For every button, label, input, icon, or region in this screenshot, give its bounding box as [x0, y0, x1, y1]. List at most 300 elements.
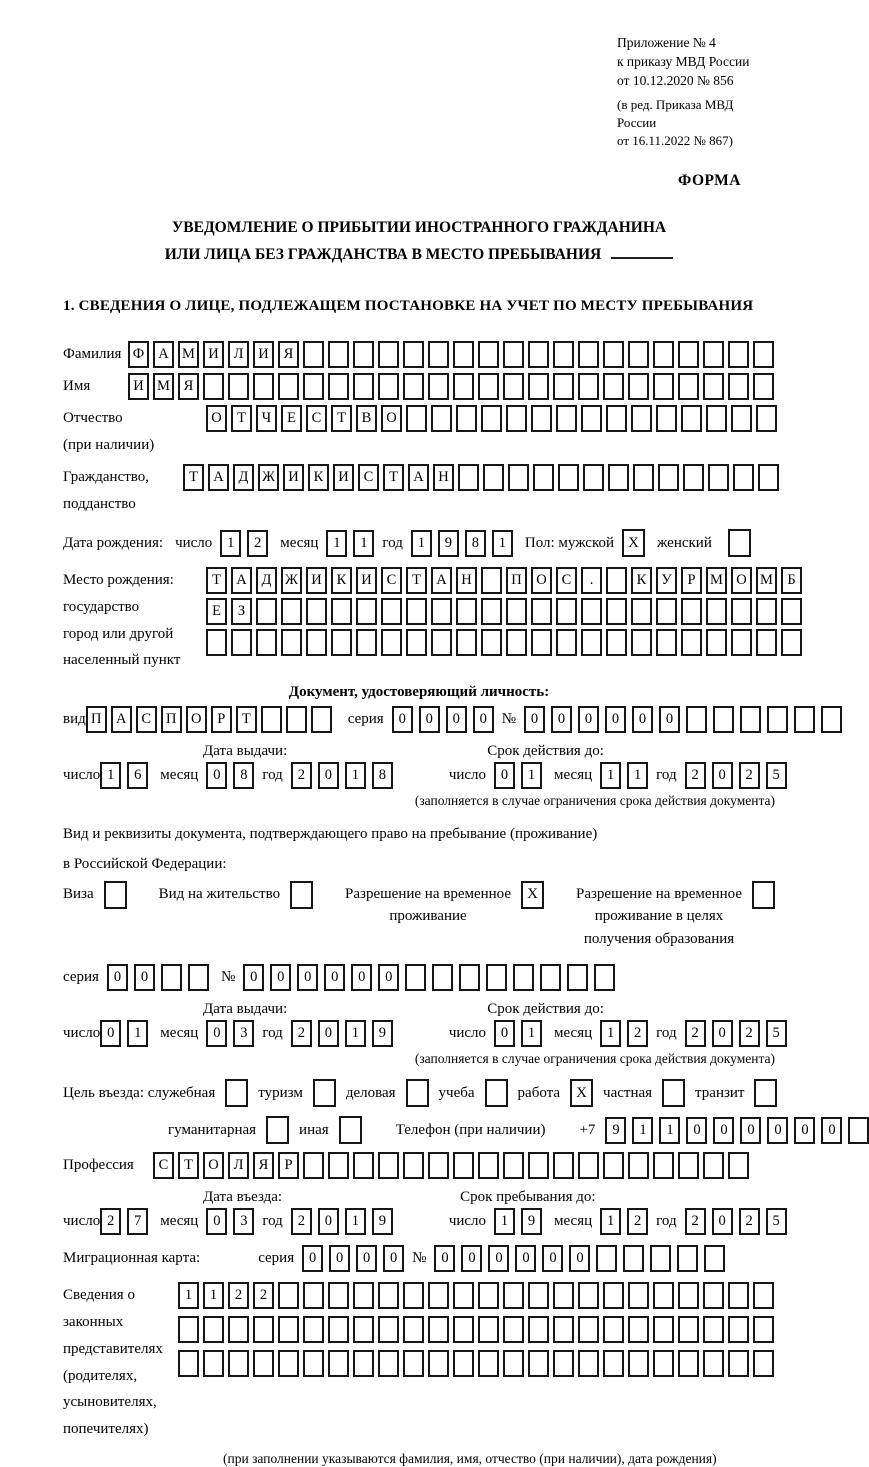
char-cell[interactable]: 9	[605, 1117, 626, 1144]
char-cell[interactable]: 0	[434, 1245, 455, 1272]
doc-number-cells[interactable]	[524, 706, 842, 733]
char-cell[interactable]: М	[178, 341, 199, 368]
entry-day[interactable]	[100, 1208, 148, 1235]
char-cell[interactable]	[753, 1316, 774, 1343]
char-cell[interactable]	[603, 373, 624, 400]
char-cell[interactable]: Н	[433, 464, 454, 491]
char-cell[interactable]	[623, 1245, 644, 1272]
char-cell[interactable]: 8	[372, 762, 393, 789]
char-cell[interactable]	[606, 405, 627, 432]
char-cell[interactable]	[606, 598, 627, 625]
birth-year-cells[interactable]	[411, 530, 513, 557]
char-cell[interactable]	[656, 405, 677, 432]
char-cell[interactable]	[528, 1152, 549, 1179]
char-cell[interactable]: 0	[659, 706, 680, 733]
char-cell[interactable]: М	[706, 567, 727, 594]
birth-place-row2-cells[interactable]	[206, 598, 802, 625]
char-cell[interactable]	[603, 1282, 624, 1309]
char-cell[interactable]	[767, 706, 788, 733]
char-cell[interactable]	[596, 1245, 617, 1272]
sex-male-checkbox[interactable]: X	[622, 529, 645, 557]
char-cell[interactable]: А	[111, 706, 132, 733]
char-cell[interactable]: О	[381, 405, 402, 432]
char-cell[interactable]	[481, 405, 502, 432]
char-cell[interactable]: 0	[686, 1117, 707, 1144]
char-cell[interactable]	[503, 1316, 524, 1343]
char-cell[interactable]: Л	[228, 341, 249, 368]
char-cell[interactable]	[706, 629, 727, 656]
char-cell[interactable]: 0	[712, 1208, 733, 1235]
char-cell[interactable]	[453, 373, 474, 400]
char-cell[interactable]	[483, 464, 504, 491]
char-cell[interactable]	[678, 341, 699, 368]
citizenship-cells[interactable]	[183, 464, 779, 491]
char-cell[interactable]	[381, 629, 402, 656]
char-cell[interactable]	[453, 1316, 474, 1343]
char-cell[interactable]	[328, 1152, 349, 1179]
char-cell[interactable]: А	[231, 567, 252, 594]
char-cell[interactable]: 0	[318, 762, 339, 789]
char-cell[interactable]: Ж	[281, 567, 302, 594]
char-cell[interactable]: 0	[524, 706, 545, 733]
char-cell[interactable]: 1	[600, 1020, 621, 1047]
char-cell[interactable]	[303, 1350, 324, 1377]
char-cell[interactable]	[678, 373, 699, 400]
char-cell[interactable]: Ф	[128, 341, 149, 368]
char-cell[interactable]: Н	[456, 567, 477, 594]
char-cell[interactable]	[353, 1152, 374, 1179]
char-cell[interactable]	[405, 964, 426, 991]
char-cell[interactable]: И	[253, 341, 274, 368]
char-cell[interactable]: И	[306, 567, 327, 594]
char-cell[interactable]	[513, 964, 534, 991]
char-cell[interactable]: 0	[821, 1117, 842, 1144]
char-cell[interactable]: 0	[100, 1020, 121, 1047]
char-cell[interactable]	[506, 629, 527, 656]
char-cell[interactable]: 2	[291, 1208, 312, 1235]
char-cell[interactable]	[728, 1316, 749, 1343]
char-cell[interactable]	[821, 706, 842, 733]
char-cell[interactable]	[728, 341, 749, 368]
identity-issue-year[interactable]	[291, 762, 393, 789]
char-cell[interactable]: Я	[278, 341, 299, 368]
profession-cells[interactable]	[153, 1152, 749, 1179]
char-cell[interactable]: Л	[228, 1152, 249, 1179]
migration-number-cells[interactable]	[434, 1245, 725, 1272]
char-cell[interactable]: 2	[685, 1208, 706, 1235]
entry-month[interactable]	[206, 1208, 254, 1235]
char-cell[interactable]	[606, 567, 627, 594]
char-cell[interactable]: Т	[183, 464, 204, 491]
char-cell[interactable]: М	[153, 373, 174, 400]
char-cell[interactable]	[278, 1350, 299, 1377]
char-cell[interactable]	[431, 598, 452, 625]
char-cell[interactable]	[253, 373, 274, 400]
char-cell[interactable]: 0	[488, 1245, 509, 1272]
char-cell[interactable]: С	[381, 567, 402, 594]
purpose-work-checkbox[interactable]: X	[570, 1079, 593, 1107]
char-cell[interactable]	[403, 373, 424, 400]
temporary-residence-checkbox[interactable]: X	[521, 881, 544, 909]
char-cell[interactable]	[603, 341, 624, 368]
char-cell[interactable]: М	[756, 567, 777, 594]
char-cell[interactable]	[794, 706, 815, 733]
char-cell[interactable]: В	[356, 405, 377, 432]
char-cell[interactable]: 1	[345, 1020, 366, 1047]
char-cell[interactable]	[628, 1152, 649, 1179]
char-cell[interactable]: Т	[231, 405, 252, 432]
char-cell[interactable]	[706, 405, 727, 432]
char-cell[interactable]: 1	[100, 762, 121, 789]
char-cell[interactable]: И	[333, 464, 354, 491]
visa-checkbox[interactable]	[104, 881, 127, 909]
residence-number-cells[interactable]	[243, 964, 615, 991]
char-cell[interactable]: 1	[600, 762, 621, 789]
char-cell[interactable]: 0	[740, 1117, 761, 1144]
char-cell[interactable]	[603, 1316, 624, 1343]
char-cell[interactable]: 0	[383, 1245, 404, 1272]
char-cell[interactable]: 0	[351, 964, 372, 991]
temporary-residence-education-checkbox[interactable]	[752, 881, 775, 909]
char-cell[interactable]: Д	[256, 567, 277, 594]
char-cell[interactable]: 0	[461, 1245, 482, 1272]
char-cell[interactable]	[353, 373, 374, 400]
char-cell[interactable]: О	[206, 405, 227, 432]
char-cell[interactable]	[677, 1245, 698, 1272]
residence-valid-month[interactable]	[600, 1020, 648, 1047]
char-cell[interactable]: С	[153, 1152, 174, 1179]
char-cell[interactable]	[453, 1282, 474, 1309]
char-cell[interactable]	[703, 373, 724, 400]
char-cell[interactable]: 0	[378, 964, 399, 991]
char-cell[interactable]	[583, 464, 604, 491]
char-cell[interactable]: О	[731, 567, 752, 594]
char-cell[interactable]	[253, 1316, 274, 1343]
representatives-row2-cells[interactable]	[178, 1316, 774, 1343]
char-cell[interactable]: 0	[794, 1117, 815, 1144]
char-cell[interactable]	[578, 1350, 599, 1377]
char-cell[interactable]	[681, 598, 702, 625]
char-cell[interactable]: 0	[356, 1245, 377, 1272]
char-cell[interactable]: Д	[233, 464, 254, 491]
char-cell[interactable]: 7	[127, 1208, 148, 1235]
char-cell[interactable]	[178, 1350, 199, 1377]
char-cell[interactable]: 0	[302, 1245, 323, 1272]
char-cell[interactable]: 0	[632, 706, 653, 733]
char-cell[interactable]	[650, 1245, 671, 1272]
char-cell[interactable]	[261, 706, 282, 733]
char-cell[interactable]: 1	[627, 762, 648, 789]
char-cell[interactable]	[553, 1282, 574, 1309]
representatives-row3-cells[interactable]	[178, 1350, 774, 1377]
char-cell[interactable]: 8	[233, 762, 254, 789]
char-cell[interactable]	[681, 405, 702, 432]
char-cell[interactable]	[594, 964, 615, 991]
char-cell[interactable]: Б	[781, 567, 802, 594]
char-cell[interactable]: 0	[713, 1117, 734, 1144]
char-cell[interactable]: 2	[100, 1208, 121, 1235]
identity-issue-day[interactable]	[100, 762, 148, 789]
char-cell[interactable]: 9	[372, 1020, 393, 1047]
char-cell[interactable]	[278, 1282, 299, 1309]
char-cell[interactable]	[556, 598, 577, 625]
char-cell[interactable]	[403, 1350, 424, 1377]
char-cell[interactable]	[428, 1282, 449, 1309]
char-cell[interactable]: 1	[353, 530, 374, 557]
purpose-other-checkbox[interactable]	[339, 1116, 362, 1144]
char-cell[interactable]	[703, 1316, 724, 1343]
char-cell[interactable]	[528, 1316, 549, 1343]
char-cell[interactable]	[713, 706, 734, 733]
char-cell[interactable]: 0	[712, 762, 733, 789]
char-cell[interactable]	[553, 341, 574, 368]
char-cell[interactable]	[481, 567, 502, 594]
residence-series-cells[interactable]	[107, 964, 209, 991]
char-cell[interactable]	[531, 598, 552, 625]
char-cell[interactable]	[328, 1350, 349, 1377]
char-cell[interactable]: 1	[220, 530, 241, 557]
char-cell[interactable]: А	[431, 567, 452, 594]
char-cell[interactable]: 2	[291, 1020, 312, 1047]
char-cell[interactable]	[553, 1152, 574, 1179]
char-cell[interactable]: 5	[766, 762, 787, 789]
residence-issue-year[interactable]	[291, 1020, 393, 1047]
char-cell[interactable]	[704, 1245, 725, 1272]
char-cell[interactable]	[556, 405, 577, 432]
sex-female-checkbox[interactable]	[728, 529, 751, 557]
char-cell[interactable]	[731, 405, 752, 432]
char-cell[interactable]	[628, 1350, 649, 1377]
char-cell[interactable]	[578, 341, 599, 368]
char-cell[interactable]: 0	[494, 1020, 515, 1047]
char-cell[interactable]	[728, 373, 749, 400]
char-cell[interactable]	[431, 629, 452, 656]
char-cell[interactable]	[256, 598, 277, 625]
char-cell[interactable]	[432, 964, 453, 991]
char-cell[interactable]	[503, 1350, 524, 1377]
char-cell[interactable]	[703, 341, 724, 368]
char-cell[interactable]	[753, 373, 774, 400]
char-cell[interactable]: 2	[253, 1282, 274, 1309]
char-cell[interactable]: 0	[324, 964, 345, 991]
char-cell[interactable]: 0	[318, 1020, 339, 1047]
char-cell[interactable]: Т	[406, 567, 427, 594]
char-cell[interactable]	[606, 629, 627, 656]
migration-series-cells[interactable]	[302, 1245, 404, 1272]
char-cell[interactable]	[328, 1316, 349, 1343]
identity-valid-month[interactable]	[600, 762, 648, 789]
char-cell[interactable]: 1	[659, 1117, 680, 1144]
char-cell[interactable]	[328, 341, 349, 368]
char-cell[interactable]: 0	[494, 762, 515, 789]
char-cell[interactable]: 1	[600, 1208, 621, 1235]
char-cell[interactable]: П	[506, 567, 527, 594]
char-cell[interactable]	[703, 1152, 724, 1179]
char-cell[interactable]	[428, 1350, 449, 1377]
char-cell[interactable]: 1	[521, 762, 542, 789]
char-cell[interactable]: 0	[206, 1020, 227, 1047]
char-cell[interactable]	[678, 1316, 699, 1343]
char-cell[interactable]: П	[86, 706, 107, 733]
patronymic-cells[interactable]	[206, 405, 777, 432]
stay-day[interactable]	[494, 1208, 542, 1235]
char-cell[interactable]: .	[581, 567, 602, 594]
char-cell[interactable]	[306, 629, 327, 656]
char-cell[interactable]: 2	[627, 1208, 648, 1235]
char-cell[interactable]	[381, 598, 402, 625]
char-cell[interactable]	[656, 629, 677, 656]
char-cell[interactable]	[728, 1350, 749, 1377]
char-cell[interactable]	[478, 1282, 499, 1309]
purpose-private-checkbox[interactable]	[662, 1079, 685, 1107]
char-cell[interactable]	[703, 1282, 724, 1309]
char-cell[interactable]: 0	[297, 964, 318, 991]
char-cell[interactable]: И	[356, 567, 377, 594]
char-cell[interactable]: 8	[465, 530, 486, 557]
char-cell[interactable]: А	[408, 464, 429, 491]
char-cell[interactable]	[203, 1350, 224, 1377]
char-cell[interactable]	[658, 464, 679, 491]
char-cell[interactable]	[431, 405, 452, 432]
char-cell[interactable]	[578, 373, 599, 400]
char-cell[interactable]: О	[531, 567, 552, 594]
char-cell[interactable]	[353, 341, 374, 368]
char-cell[interactable]	[481, 598, 502, 625]
char-cell[interactable]: 0	[473, 706, 494, 733]
char-cell[interactable]	[728, 1152, 749, 1179]
char-cell[interactable]	[781, 629, 802, 656]
char-cell[interactable]	[758, 464, 779, 491]
char-cell[interactable]	[728, 1282, 749, 1309]
char-cell[interactable]	[456, 405, 477, 432]
char-cell[interactable]	[531, 405, 552, 432]
char-cell[interactable]: Р	[681, 567, 702, 594]
char-cell[interactable]	[708, 464, 729, 491]
char-cell[interactable]	[740, 706, 761, 733]
char-cell[interactable]	[331, 598, 352, 625]
char-cell[interactable]: Т	[178, 1152, 199, 1179]
representatives-row1-cells[interactable]	[178, 1282, 774, 1309]
char-cell[interactable]	[281, 629, 302, 656]
char-cell[interactable]: 1	[326, 530, 347, 557]
char-cell[interactable]: 0	[392, 706, 413, 733]
char-cell[interactable]: Т	[383, 464, 404, 491]
char-cell[interactable]: Т	[331, 405, 352, 432]
char-cell[interactable]: 0	[329, 1245, 350, 1272]
char-cell[interactable]	[503, 341, 524, 368]
char-cell[interactable]	[178, 1316, 199, 1343]
char-cell[interactable]: 0	[542, 1245, 563, 1272]
char-cell[interactable]: А	[153, 341, 174, 368]
char-cell[interactable]	[628, 1282, 649, 1309]
name-cells[interactable]	[128, 373, 774, 400]
char-cell[interactable]: 1	[492, 530, 513, 557]
char-cell[interactable]	[678, 1350, 699, 1377]
char-cell[interactable]: 2	[739, 1020, 760, 1047]
char-cell[interactable]: 0	[206, 1208, 227, 1235]
surname-cells[interactable]	[128, 341, 774, 368]
char-cell[interactable]	[403, 1282, 424, 1309]
char-cell[interactable]	[678, 1152, 699, 1179]
char-cell[interactable]	[633, 464, 654, 491]
char-cell[interactable]	[228, 373, 249, 400]
purpose-official-checkbox[interactable]	[225, 1079, 248, 1107]
char-cell[interactable]: Ч	[256, 405, 277, 432]
char-cell[interactable]	[281, 598, 302, 625]
char-cell[interactable]: Ж	[258, 464, 279, 491]
char-cell[interactable]	[428, 1152, 449, 1179]
char-cell[interactable]: 6	[127, 762, 148, 789]
char-cell[interactable]: 9	[438, 530, 459, 557]
char-cell[interactable]: И	[283, 464, 304, 491]
char-cell[interactable]	[683, 464, 704, 491]
char-cell[interactable]	[528, 1282, 549, 1309]
char-cell[interactable]	[567, 964, 588, 991]
char-cell[interactable]	[356, 598, 377, 625]
stay-month[interactable]	[600, 1208, 648, 1235]
char-cell[interactable]	[228, 1316, 249, 1343]
char-cell[interactable]	[678, 1282, 699, 1309]
char-cell[interactable]	[578, 1152, 599, 1179]
char-cell[interactable]: П	[161, 706, 182, 733]
char-cell[interactable]: Р	[211, 706, 232, 733]
char-cell[interactable]	[528, 373, 549, 400]
char-cell[interactable]	[456, 598, 477, 625]
char-cell[interactable]	[706, 598, 727, 625]
char-cell[interactable]	[378, 341, 399, 368]
char-cell[interactable]: 5	[766, 1020, 787, 1047]
char-cell[interactable]	[553, 1316, 574, 1343]
char-cell[interactable]	[478, 1350, 499, 1377]
char-cell[interactable]	[653, 1282, 674, 1309]
char-cell[interactable]: 0	[569, 1245, 590, 1272]
birth-month-cells[interactable]	[326, 530, 374, 557]
char-cell[interactable]	[503, 373, 524, 400]
doc-kind-cells[interactable]	[86, 706, 332, 733]
char-cell[interactable]	[753, 1282, 774, 1309]
char-cell[interactable]	[553, 373, 574, 400]
char-cell[interactable]: 0	[270, 964, 291, 991]
birth-day-cells[interactable]	[220, 530, 268, 557]
char-cell[interactable]: 0	[134, 964, 155, 991]
char-cell[interactable]	[328, 1282, 349, 1309]
char-cell[interactable]	[453, 1152, 474, 1179]
purpose-business-checkbox[interactable]	[406, 1079, 429, 1107]
char-cell[interactable]	[378, 1152, 399, 1179]
char-cell[interactable]: 1	[345, 1208, 366, 1235]
char-cell[interactable]: 3	[233, 1208, 254, 1235]
char-cell[interactable]	[353, 1350, 374, 1377]
char-cell[interactable]	[256, 629, 277, 656]
identity-valid-year[interactable]	[685, 762, 787, 789]
char-cell[interactable]: 0	[318, 1208, 339, 1235]
char-cell[interactable]	[653, 1316, 674, 1343]
char-cell[interactable]	[503, 1282, 524, 1309]
char-cell[interactable]	[578, 1282, 599, 1309]
char-cell[interactable]	[503, 1152, 524, 1179]
char-cell[interactable]	[356, 629, 377, 656]
char-cell[interactable]: А	[208, 464, 229, 491]
char-cell[interactable]: О	[203, 1152, 224, 1179]
char-cell[interactable]	[203, 1316, 224, 1343]
char-cell[interactable]	[428, 341, 449, 368]
char-cell[interactable]	[403, 1152, 424, 1179]
char-cell[interactable]	[478, 1316, 499, 1343]
char-cell[interactable]	[628, 373, 649, 400]
char-cell[interactable]: 2	[291, 762, 312, 789]
char-cell[interactable]	[506, 405, 527, 432]
char-cell[interactable]	[731, 629, 752, 656]
